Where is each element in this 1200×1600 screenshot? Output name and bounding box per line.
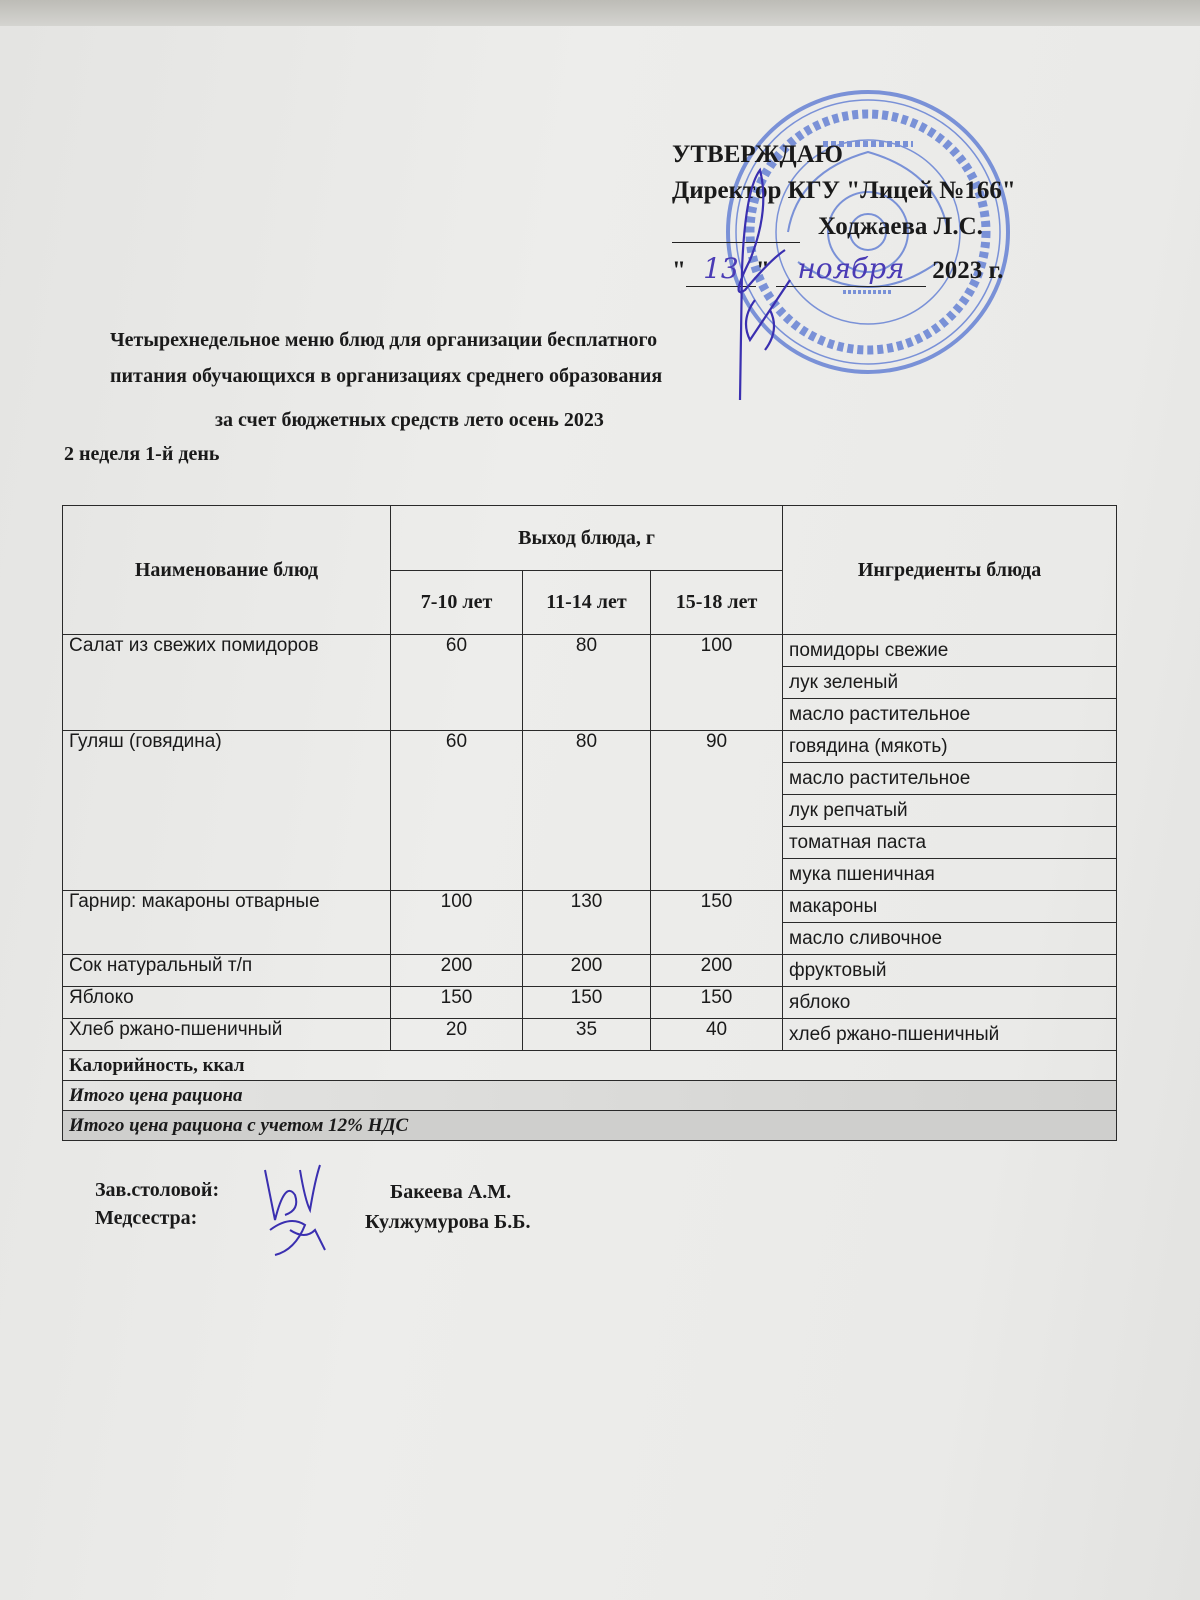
yield-7-10: 150	[391, 987, 523, 1019]
yield-15-18: 100	[651, 635, 783, 731]
header-age-7-10: 7-10 лет	[391, 571, 523, 635]
yield-15-18: 150	[651, 987, 783, 1019]
ingredient: фруктовый	[783, 955, 1117, 987]
date-month: ноября	[776, 252, 926, 287]
table-row	[63, 731, 1117, 763]
ingredient: масло сливочное	[783, 923, 1117, 955]
dish-name: Яблоко	[63, 987, 391, 1019]
yield-15-18: 200	[651, 955, 783, 987]
yield-7-10: 100	[391, 891, 523, 955]
table-row	[63, 955, 1117, 987]
yield-15-18: 40	[651, 1019, 783, 1051]
ingredient: макароны	[783, 891, 1117, 923]
approval-name: Ходжаева Л.С.	[818, 213, 983, 240]
yield-11-14: 80	[523, 635, 651, 731]
staff-signatures	[255, 1160, 335, 1260]
table-row	[63, 987, 1117, 1019]
ingredient: хлеб ржано-пшеничный	[783, 1019, 1117, 1051]
header-age-11-14: 11-14 лет	[523, 571, 651, 635]
total-price-row: Итого цена рациона	[63, 1081, 1117, 1111]
dish-name: Гарнир: макароны отварные	[63, 891, 391, 955]
ingredient: лук зеленый	[783, 667, 1117, 699]
ingredient: говядина (мякоть)	[783, 731, 1117, 763]
total-price-vat-row: Итого цена рациона с учетом 12% НДС	[63, 1111, 1117, 1141]
title-line-3: за счет бюджетных средств лето осень 2023	[215, 409, 604, 431]
director-signature	[700, 150, 840, 420]
yield-7-10: 200	[391, 955, 523, 987]
menu-table	[62, 505, 1117, 1141]
ingredient: помидоры свежие	[783, 635, 1117, 667]
ingredient: яблоко	[783, 987, 1117, 1019]
ingredient: лук репчатый	[783, 795, 1117, 827]
header-ingredients: Ингредиенты блюда	[783, 506, 1117, 635]
yield-7-10: 60	[391, 731, 523, 891]
week-day: 2 неделя 1-й день	[64, 443, 220, 465]
ingredient: масло растительное	[783, 763, 1117, 795]
calories-row: Калорийность, ккал	[63, 1051, 1117, 1081]
ingredient: томатная паста	[783, 827, 1117, 859]
nurse-name: Кулжумурова Б.Б.	[365, 1211, 531, 1233]
yield-15-18: 90	[651, 731, 783, 891]
yield-15-18: 150	[651, 891, 783, 955]
date-day: 13	[686, 252, 756, 287]
yield-11-14: 35	[523, 1019, 651, 1051]
ingredient: масло растительное	[783, 699, 1117, 731]
dish-name: Сок натуральный т/п	[63, 955, 391, 987]
yield-11-14: 150	[523, 987, 651, 1019]
quote: "	[755, 257, 770, 284]
table-row	[63, 891, 1117, 923]
nurse-label: Медсестра:	[95, 1207, 198, 1229]
quote: "	[672, 257, 686, 284]
header-dish: Наименование блюд	[63, 506, 391, 635]
yield-7-10: 20	[391, 1019, 523, 1051]
dish-name: Гуляш (говядина)	[63, 731, 391, 891]
ingredient: мука пшеничная	[783, 859, 1117, 891]
header-yield: Выход блюда, г	[391, 506, 783, 571]
table-row	[63, 635, 1117, 667]
canteen-name: Бакеева А.М.	[390, 1181, 512, 1203]
yield-7-10: 60	[391, 635, 523, 731]
yield-11-14: 80	[523, 731, 651, 891]
header-age-15-18: 15-18 лет	[651, 571, 783, 635]
title-line-2: питания обучающихся в организациях среднего образования	[110, 365, 663, 387]
approval-position: Директор КГУ "Лицей №166"	[672, 177, 1016, 204]
date-year: 2023 г.	[932, 257, 1004, 284]
canteen-label: Зав.столовой:	[95, 1179, 220, 1201]
dish-name: Салат из свежих помидоров	[63, 635, 391, 731]
yield-11-14: 130	[523, 891, 651, 955]
dish-name: Хлеб ржано-пшеничный	[63, 1019, 391, 1051]
title-line-1: Четырехнедельное меню блюд для организации бесплатного	[110, 329, 658, 351]
table-row	[63, 1019, 1117, 1051]
yield-11-14: 200	[523, 955, 651, 987]
approval-heading: УТВЕРЖДАЮ	[672, 141, 843, 168]
